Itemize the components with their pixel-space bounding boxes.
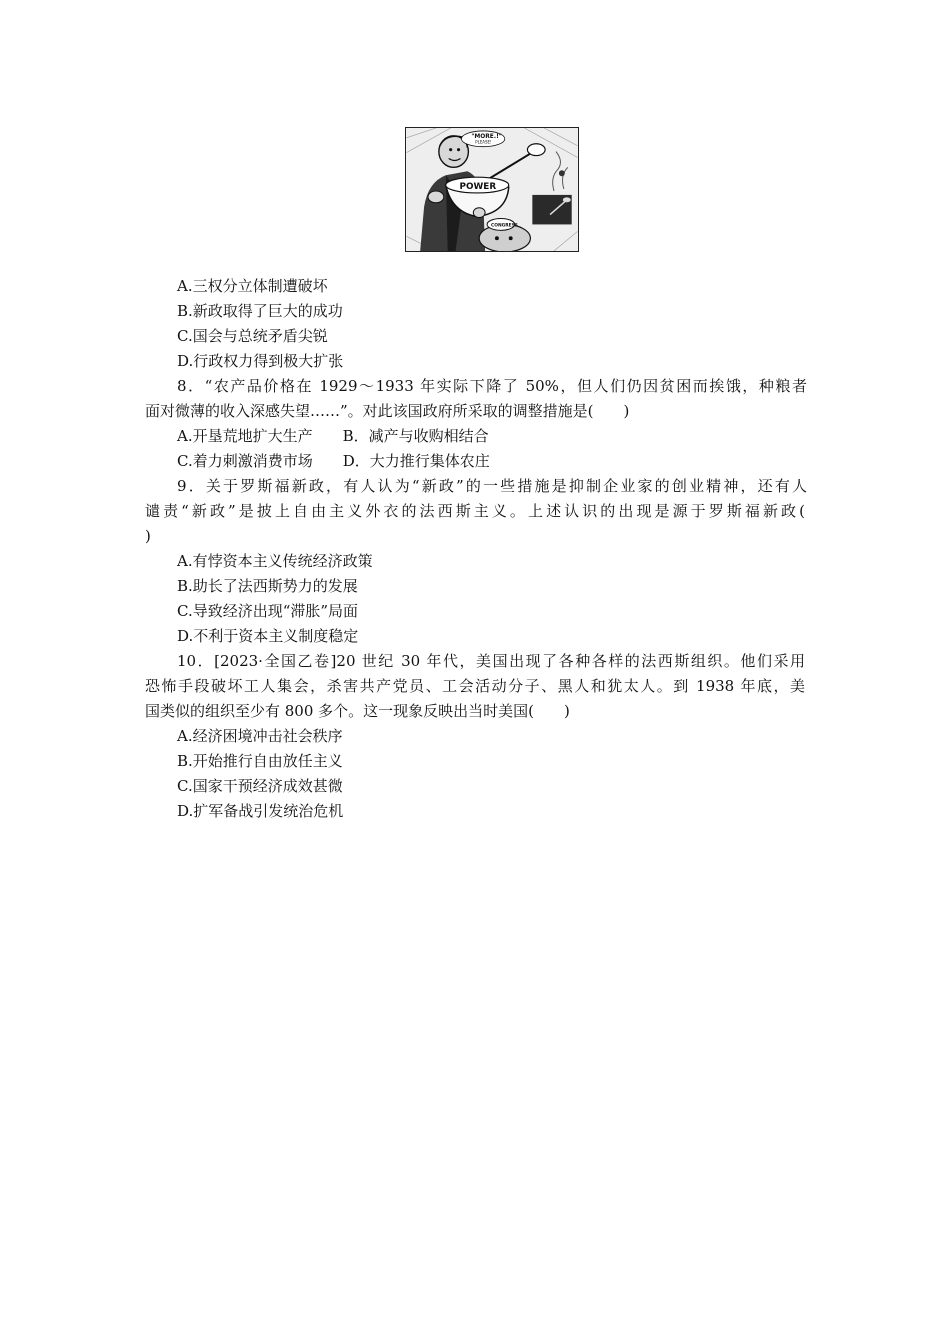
q9-stem-text-2: 谴责“新政”是披上自由主义外衣的法西斯主义。上述认识的出现是源于罗斯福新政( <box>145 502 805 520</box>
q9-stem-line-3: ) <box>145 527 151 545</box>
q9-option-a: A.有悖资本主义传统经济政策 <box>177 552 373 570</box>
q7-option-a: A.三权分立体制遭破坏 <box>177 277 328 295</box>
q9-option-c: C.导致经济出现“滞胀”局面 <box>177 602 359 620</box>
q9-stem-text-1: 9．关于罗斯福新政，有人认为“新政”的一些措施是抑制企业家的创业精神，还有人 <box>177 477 807 495</box>
q7-option-d: D.行政权力得到极大扩张 <box>177 352 344 370</box>
q10-stem-text-1: 10．[2023·全国乙卷]20 世纪 30 年代，美国出现了各种各样的法西斯组织。他们采用 <box>177 652 805 670</box>
q10-stem-line-2 <box>145 676 805 696</box>
q8-options-row-2: C.着力刺激消费市场 D．大力推行集体农庄 <box>177 452 490 470</box>
q10-option-b: B.开始推行自由放任主义 <box>177 752 343 770</box>
svg-text:PLEASE!: PLEASE! <box>475 139 492 145</box>
svg-text:"MORE.!": "MORE.!" <box>471 133 502 140</box>
q10-option-c: C.国家干预经济成效甚微 <box>177 777 343 795</box>
svg-text:CONGRESS: CONGRESS <box>491 223 518 229</box>
q8-options-row-1: A.开垦荒地扩大生产 B．减产与收购相结合 <box>177 427 489 445</box>
q10-stem-line-3: 国类似的组织至少有 800 多个。这一现象反映出当时美国( ) <box>145 702 570 720</box>
q8-stem-line-2: 面对微薄的收入深感失望……”。对此该国政府所采取的调整措施是( ) <box>145 402 630 420</box>
q7-option-b: B.新政取得了巨大的成功 <box>177 302 343 320</box>
q10-option-d: D.扩军备战引发统治危机 <box>177 802 344 820</box>
q8-stem-text-1: 8．“农产品价格在 1929～1933 年实际下降了 50%，但人们仍因贫困而挨饿，种粮者 <box>177 377 807 395</box>
q10-stem-line-1 <box>177 651 805 671</box>
q9-stem-line-2 <box>145 501 805 521</box>
q9-option-d: D.不利于资本主义制度稳定 <box>177 627 359 645</box>
q10-stem-text-2: 恐怖手段破坏工人集会，杀害共产党员、工会活动分子、黑人和犹太人。到 1938 年底，美 <box>145 677 805 695</box>
q9-stem-line-1 <box>177 476 807 496</box>
q10-option-a: A.经济困境冲击社会秩序 <box>177 727 343 745</box>
q9-option-b: B.助长了法西斯势力的发展 <box>177 577 358 595</box>
q8-stem-line-1 <box>177 376 807 396</box>
svg-text:POWER: POWER <box>459 182 497 193</box>
q7-option-c: C.国会与总统矛盾尖锐 <box>177 327 328 345</box>
political-cartoon-image <box>405 127 579 252</box>
